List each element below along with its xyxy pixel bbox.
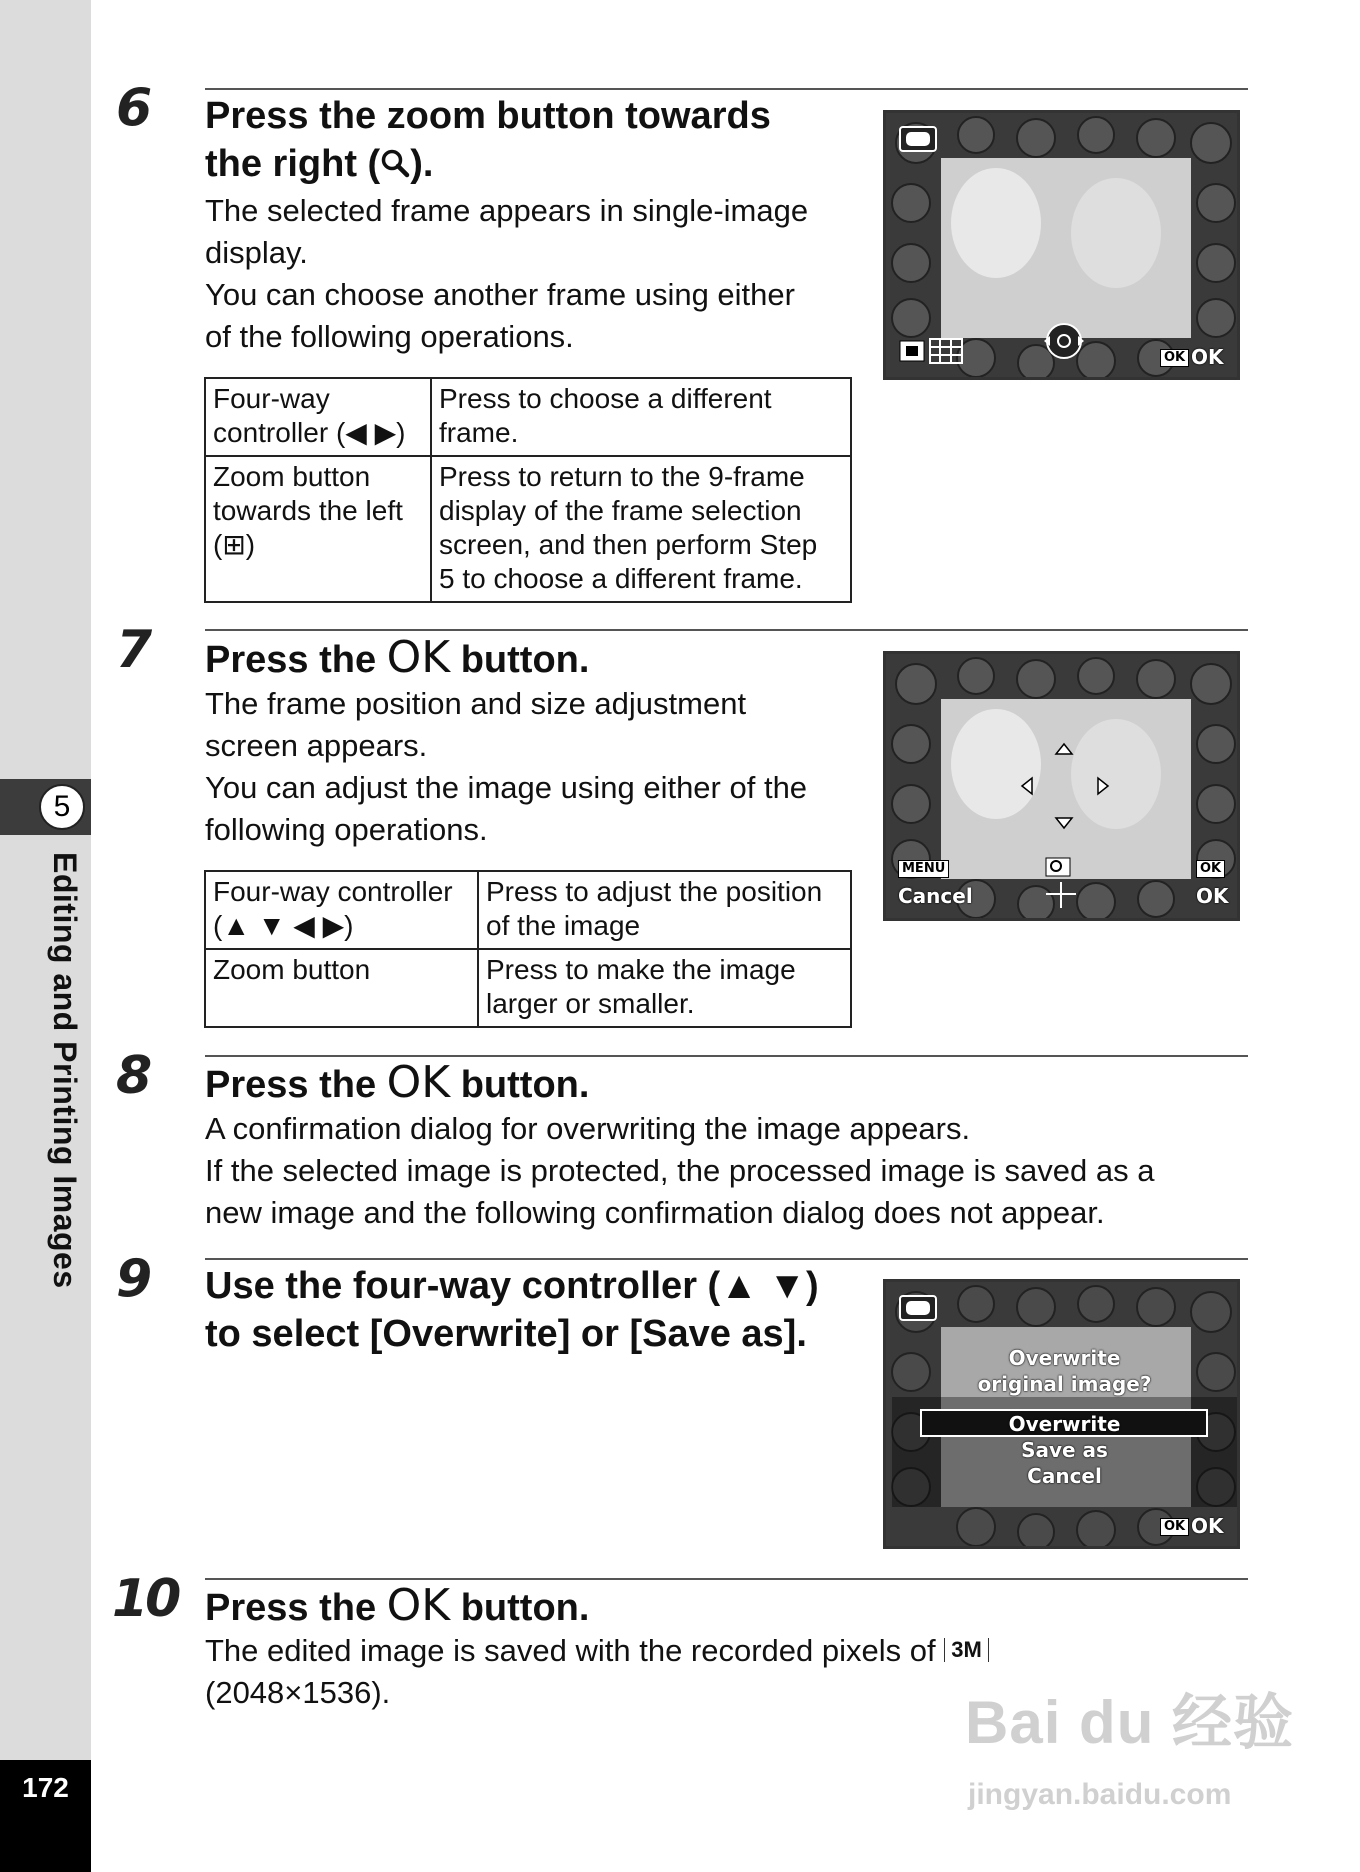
menu-option-cancel[interactable]: Cancel — [1027, 1464, 1102, 1488]
step-heading-line — [205, 140, 771, 188]
operations-table — [204, 870, 852, 1028]
operations-table — [204, 377, 852, 603]
table-cell-control: Zoom button — [205, 949, 478, 1027]
frame-photo — [886, 654, 1240, 921]
heading-text: the right ( — [205, 143, 381, 185]
paragraph-line: You can choose another frame using either — [205, 277, 795, 312]
paragraph-line: display. — [205, 235, 308, 270]
watermark-logo: Bai du 经验 — [965, 1689, 1295, 1756]
ok-button-label: OK — [1160, 1518, 1189, 1536]
table-cell-control: Zoom button towards the left (⊞) — [205, 456, 431, 602]
step-heading — [205, 1262, 819, 1358]
step-heading — [205, 92, 771, 188]
table-cell-action: Press to return to the 9-frame display of the frame selection screen, and then perform Step 5 to choose a different frame. — [431, 456, 851, 602]
watermark-url: jingyan.baidu.com — [968, 1778, 1232, 1811]
heading-text: ). — [410, 143, 434, 185]
zoom-in-icon — [380, 148, 410, 178]
step-number: 6 — [116, 78, 150, 138]
paragraph-line: The selected frame appears in single-image — [205, 193, 809, 228]
step-divider — [205, 1055, 1248, 1057]
step-paragraph — [205, 1108, 1255, 1234]
ok-text: OK — [1196, 884, 1229, 908]
frame-photo — [886, 113, 1240, 380]
paragraph-line: The edited image is saved with the recorded pixels of 3M — [205, 1630, 989, 1672]
step-number: 8 — [116, 1046, 150, 1106]
ok-button-label: OK — [1196, 860, 1225, 878]
resolution-3m-icon: 3M — [944, 1638, 989, 1662]
step-heading: Press the OK button. — [205, 1580, 590, 1631]
paragraph-line: of the following operations. — [205, 319, 574, 354]
camera-screen-confirm — [883, 1279, 1240, 1549]
table-cell-action: Press to adjust the position of the image — [478, 871, 851, 949]
step-number: 10 — [112, 1569, 179, 1629]
ok-button-glyph: OK — [386, 1580, 451, 1631]
step-divider — [205, 629, 1248, 631]
step-divider — [205, 1258, 1248, 1260]
ok-button-glyph: OK — [386, 1057, 451, 1108]
table-row — [205, 456, 851, 602]
step-number: 9 — [116, 1249, 150, 1309]
paragraph-line: A confirmation dialog for overwriting the image appears. — [205, 1111, 971, 1146]
menu-option-save-as[interactable]: Save as — [1021, 1438, 1108, 1462]
paragraph-line: (2048×1536). — [205, 1675, 391, 1710]
step-number: 7 — [116, 620, 150, 680]
table-row — [205, 378, 851, 456]
step-paragraph — [205, 190, 808, 358]
table-cell-control: Four-way controller (◀ ▶) — [205, 378, 431, 456]
paragraph-line: screen appears. — [205, 728, 428, 763]
step-heading-line: Use the four-way controller (▲ ▼) — [205, 1265, 819, 1307]
step-heading-line: Press the zoom button towards — [205, 95, 771, 137]
dialog-question: Overwrite — [1008, 1346, 1121, 1370]
ok-button-glyph: OK — [386, 632, 451, 683]
ok-text: OK — [1191, 345, 1224, 369]
menu-button-label: MENU — [898, 860, 949, 878]
chapter-number: 5 — [39, 784, 85, 830]
chapter-title: Editing and Printing Images — [47, 852, 83, 1289]
camera-screen-adjust — [883, 651, 1240, 921]
step-heading: Press the OK button. — [205, 1057, 590, 1108]
paragraph-line: new image and the following confirmation dialog does not appear. — [205, 1195, 1105, 1230]
table-cell-action: Press to choose a different frame. — [431, 378, 851, 456]
cancel-text: Cancel — [898, 884, 973, 908]
table-cell-action: Press to make the image larger or smaller. — [478, 949, 851, 1027]
table-row — [205, 871, 851, 949]
step-divider — [205, 1578, 1248, 1580]
paragraph-line: You can adjust the image using either of the — [205, 770, 808, 805]
dialog-question: original image? — [977, 1372, 1152, 1396]
menu-option-overwrite[interactable]: Overwrite — [1008, 1412, 1121, 1436]
step-paragraph — [205, 1630, 989, 1714]
step-heading: Press the OK button. — [205, 632, 590, 683]
table-row — [205, 949, 851, 1027]
paragraph-line: following operations. — [205, 812, 488, 847]
table-cell-control: Four-way controller (▲ ▼ ◀ ▶) — [205, 871, 478, 949]
step-divider — [205, 88, 1248, 90]
camera-screen-frame-preview — [883, 110, 1240, 380]
ok-text: OK — [1191, 1514, 1224, 1538]
step-heading-line: to select [Overwrite] or [Save as]. — [205, 1313, 807, 1355]
page-number: 172 — [22, 1772, 69, 1803]
step-paragraph — [205, 683, 807, 851]
paragraph-line: If the selected image is protected, the processed image is saved as a — [205, 1153, 1155, 1188]
ok-button-label: OK — [1160, 349, 1189, 367]
paragraph-line: The frame position and size adjustment — [205, 686, 747, 721]
